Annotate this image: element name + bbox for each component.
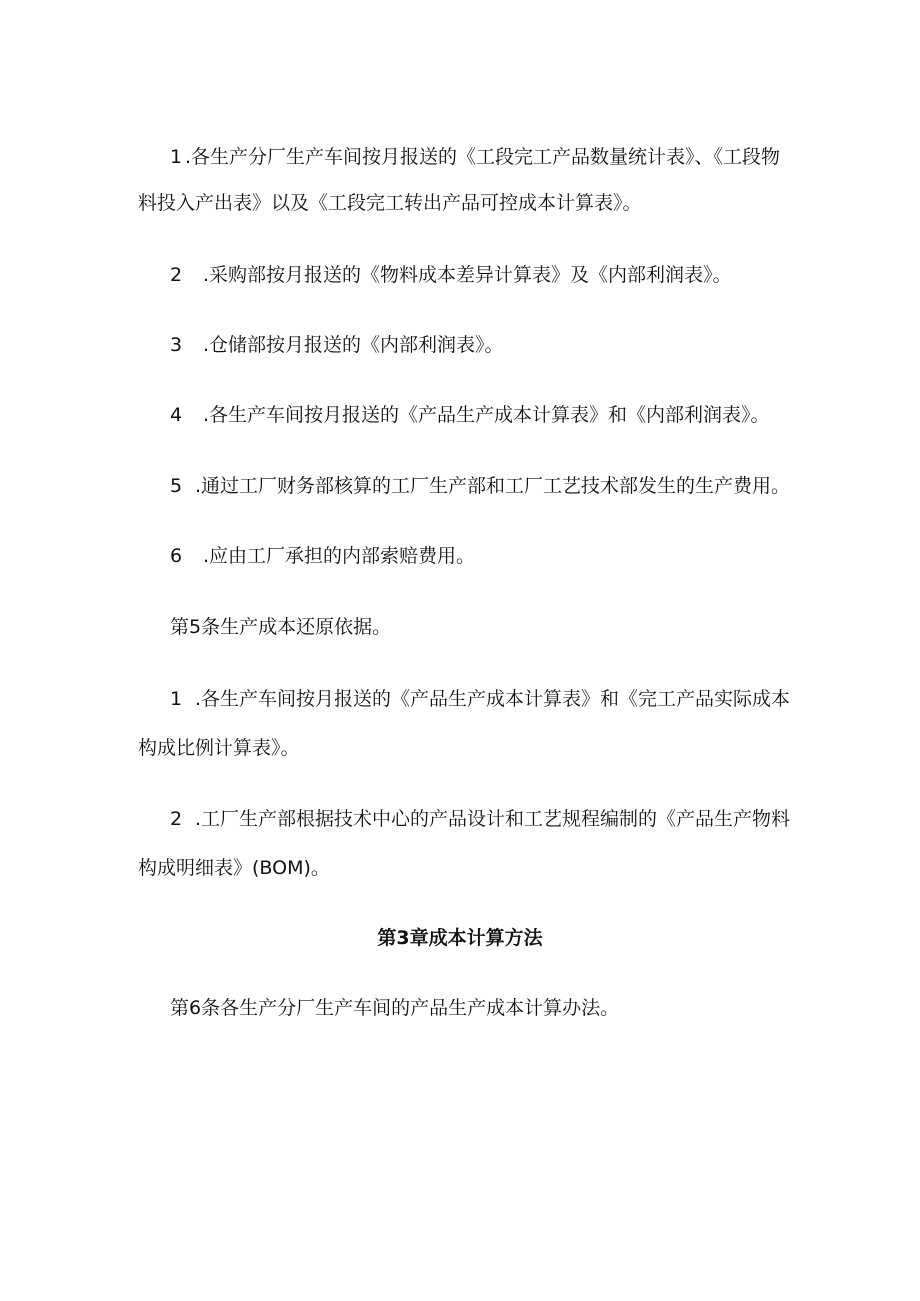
chapter-heading: 第3章成本计算方法: [377, 927, 543, 949]
item-number: 2: [170, 808, 183, 830]
item-text-line-1: .通过工厂财务部核算的工厂生产部和工厂工艺技术部发生的生产费用。: [195, 475, 791, 497]
item-number: 5: [170, 475, 183, 497]
article-text: 第6条各生产分厂生产车间的产品生产成本计算办法。: [170, 997, 620, 1019]
item-number: 6: [170, 545, 183, 567]
item-text-line-1: .各生产分厂生产车间按月报送的《工段完工产品数量统计表》、《工段物: [185, 146, 781, 168]
item-text-line-2: 料投入产出表》以及《工段完工转出产品可控成本计算表》。: [138, 192, 642, 214]
item-number: 2: [170, 264, 183, 286]
item-text-line-1: .工厂生产部根据技术中心的产品设计和工艺规程编制的《产品生产物料: [195, 808, 791, 830]
item-text-line-1: .采购部按月报送的《物料成本差异计算表》及《内部利润表》。: [203, 264, 732, 286]
item-text-line-1: .仓储部按月报送的《内部利润表》。: [203, 334, 504, 356]
item-text-line-1: .各生产车间按月报送的《产品生产成本计算表》和《内部利润表》。: [203, 404, 770, 426]
article-text: 第5条生产成本还原依据。: [170, 616, 392, 638]
item-number: 1: [170, 688, 183, 710]
item-text-line-2: 构成比例计算表》。: [138, 737, 300, 759]
item-number: 1: [170, 146, 183, 168]
item-text-line-2: 构成明细表》(BOM)。: [138, 857, 330, 879]
item-text-line-1: .应由工厂承担的内部索赔费用。: [203, 545, 476, 567]
item-text-line-1: .各生产车间按月报送的《产品生产成本计算表》和《完工产品实际成本: [195, 688, 791, 710]
item-number: 4: [170, 404, 183, 426]
item-number: 3: [170, 334, 183, 356]
